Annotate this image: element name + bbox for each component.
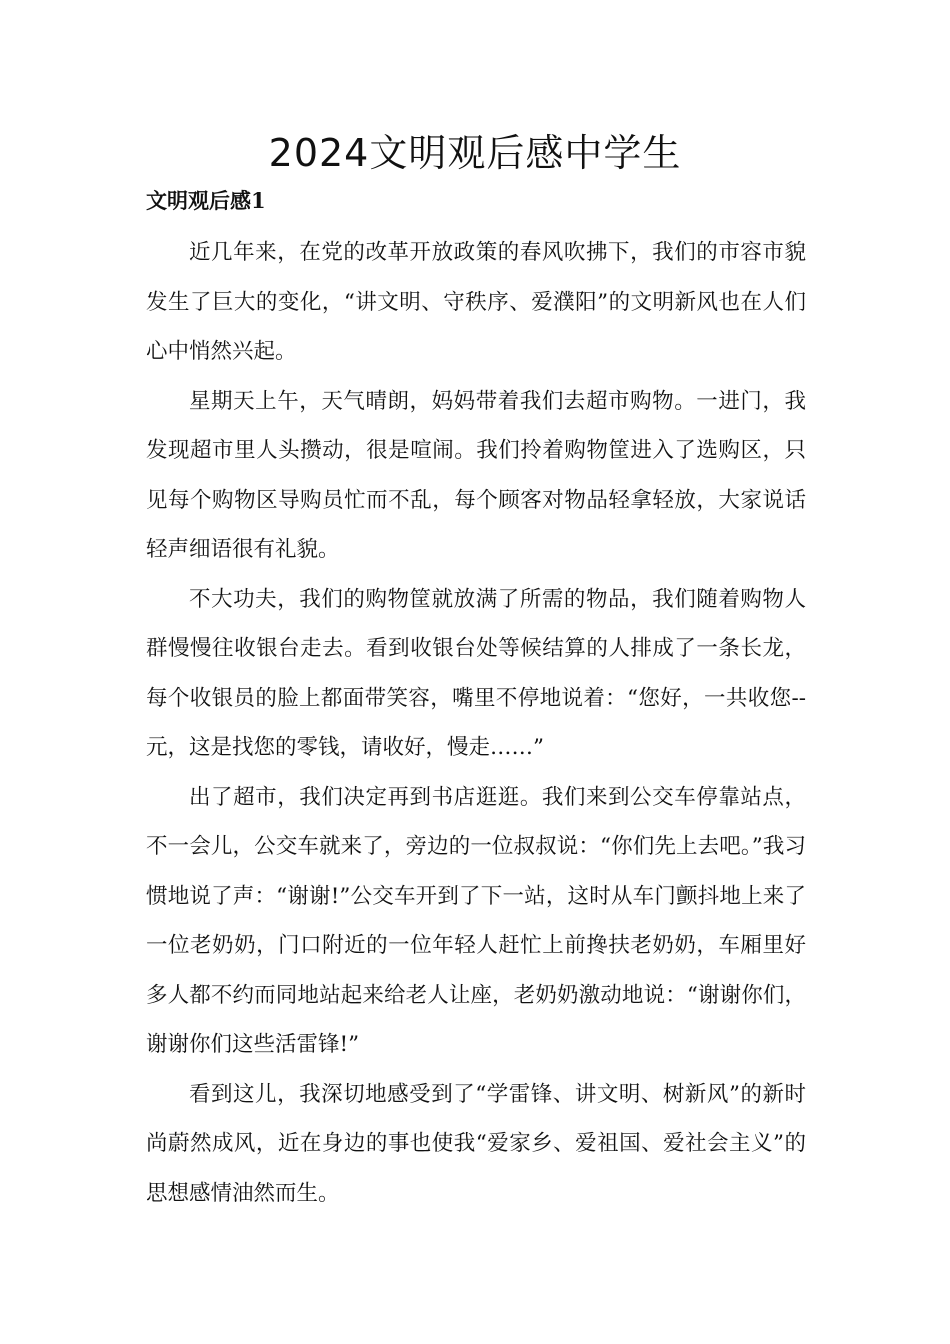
paragraph: 不大功夫，我们的购物筐就放满了所需的物品，我们随着购物人群慢慢往收银台走去。看到收银台处等候结算的人排成了一条长龙，每个收银员的脸上都面带笑容，嘴里不停地说着：“您好，一共收您--元，这是找您的零钱，请收好，慢走……” [146, 586, 806, 760]
section-heading: 文明观后感1 [146, 188, 266, 213]
paragraph: 近几年来，在党的改革开放政策的春风吹拂下，我们的市容市貌发生了巨大的变化，“讲文明、守秩序、爱濮阳”的文明新风也在人们心中悄然兴起。 [146, 240, 806, 364]
paragraph: 星期天上午，天气晴朗，妈妈带着我们去超市购物。一进门，我发现超市里人头攒动，很是喧闹。我们拎着购物筐进入了选购区，只见每个购物区导购员忙而不乱，每个顾客对物品轻拿轻放，大家说话轻声细语很有礼貌。 [146, 388, 806, 562]
paragraph: 出了超市，我们决定再到书店逛逛。我们来到公交车停靠站点，不一会儿，公交车就来了，旁边的一位叔叔说：“你们先上去吧。”我习惯地说了声：“谢谢!”公交车开到了下一站，这时从车门颤抖地上来了一位老奶奶，门口附近的一位年轻人赶忙上前搀扶老奶奶，车厢里好多人都不约而同地站起来给老人让座，老奶奶激动地说：“谢谢你们，谢谢你们这些活雷锋!” [146, 784, 806, 1057]
document-body [146, 228, 806, 1218]
paragraph: 看到这儿，我深切地感受到了“学雷锋、讲文明、树新风”的新时尚蔚然成风，近在身边的事也使我“爱家乡、爱祖国、爱社会主义”的思想感情油然而生。 [146, 1081, 806, 1206]
document-title: 2024文明观后感中学生 [268, 131, 682, 175]
